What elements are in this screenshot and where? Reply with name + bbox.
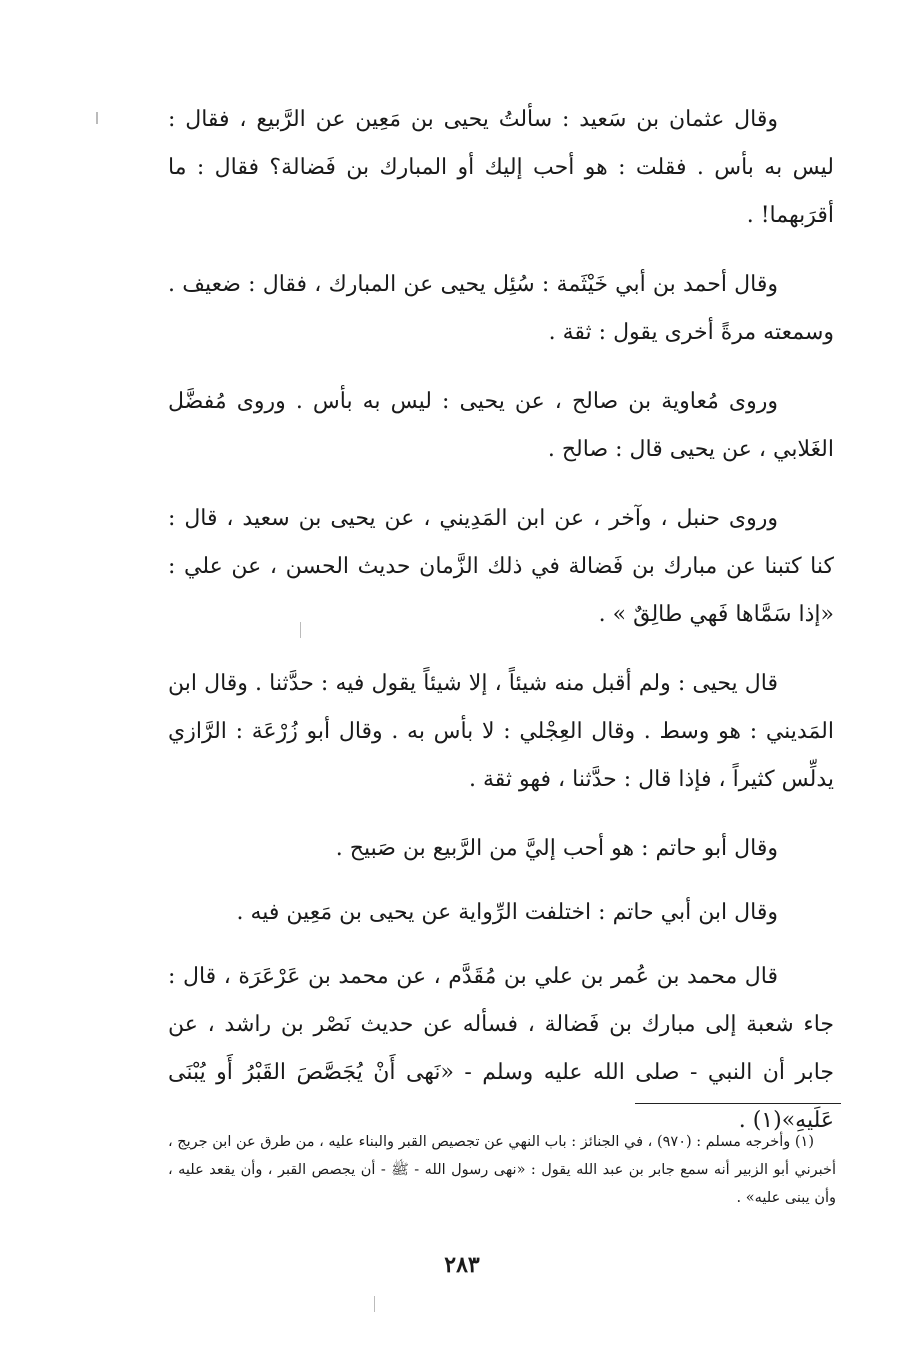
scan-mark: [300, 622, 301, 638]
paragraph-7: وقال ابن أبي حاتم : اختلفت الرِّواية عن يحيى بن مَعِين فيه .: [236, 900, 778, 925]
paragraph-5: قال يحيى : ولم أقبل منه شيئاً ، إلا شيئاً يقول فيه : حدَّثنا . وقال ابن المَديني : هو وسط . وقال العِجْلي : لا بأس به . وقال أبو زُرْعَة : الرَّازي يدلِّس كثيراً ، فإذا قال : حدَّثنا ، فهو ثقة .: [168, 671, 834, 792]
paragraph-2: وقال أحمد بن أبي خَيْثَمة : سُئِل يحيى عن المبارك ، فقال : ضعيف . وسمعته مرةً أخرى يقول : ثقة .: [168, 272, 834, 345]
paragraph-8: قال محمد بن عُمر بن علي بن مُقَدَّم ، عن محمد بن عَرْعَرَة ، قال : جاء شعبة إلى مبارك بن فَضالة ، فسأله عن حديث نَصْر بن راشد ، عن جابر أن النبي - صلى الله عليه وسلم - «نَهى أَنْ يُجَصَّصَ القَبْرُ أَو يُبْنَى عَلَيهِ»(١) .: [168, 964, 834, 1133]
paragraph-1: وقال عثمان بن سَعيد : سألتُ يحيى بن مَعِين عن الرَّبيع ، فقال : ليس به بأس . فقلت : هو أحب إليك أو المبارك بن فَضالة؟ فقال : ما أقرَبهما! .: [168, 107, 834, 228]
footnote-1: (١) وأخرجه مسلم : (٩٧٠) ، في الجنائز : باب النهي عن تجصيص القبر والبناء عليه ، من طرق عن ابن جريج ، أخبرني أبو الزبير أنه سمع جابر بن عبد الله يقول : «نهى رسول الله - ﷺ - أن يجصص القبر ، وأن يقعد عليه ، وأن يبنى عليه» .: [167, 1134, 836, 1206]
scan-mark: [374, 1296, 375, 1312]
paragraph-3: وروى مُعاوية بن صالح ، عن يحيى : ليس به بأس . وروى مُفضَّل الغَلابي ، عن يحيى قال : صالح .: [168, 389, 834, 462]
footnote-section: [168, 1128, 836, 1212]
paragraph-4: وروى حنبل ، وآخر ، عن ابن المَدِيني ، عن يحيى بن سعيد ، قال : كنا كتبنا عن مبارك بن فَضالة في ذلك الزَّمان حديث الحسن ، عن علي : «إذا سَمَّاها فَهي طالِقٌ » .: [168, 506, 834, 627]
paragraph-6: وقال أبو حاتم : هو أحب إليَّ من الرَّبيع بن صَبيح .: [335, 836, 778, 861]
scan-mark: [96, 112, 98, 124]
footnote-divider: [635, 1103, 841, 1104]
page-number: ٢٨٣: [444, 1252, 480, 1278]
